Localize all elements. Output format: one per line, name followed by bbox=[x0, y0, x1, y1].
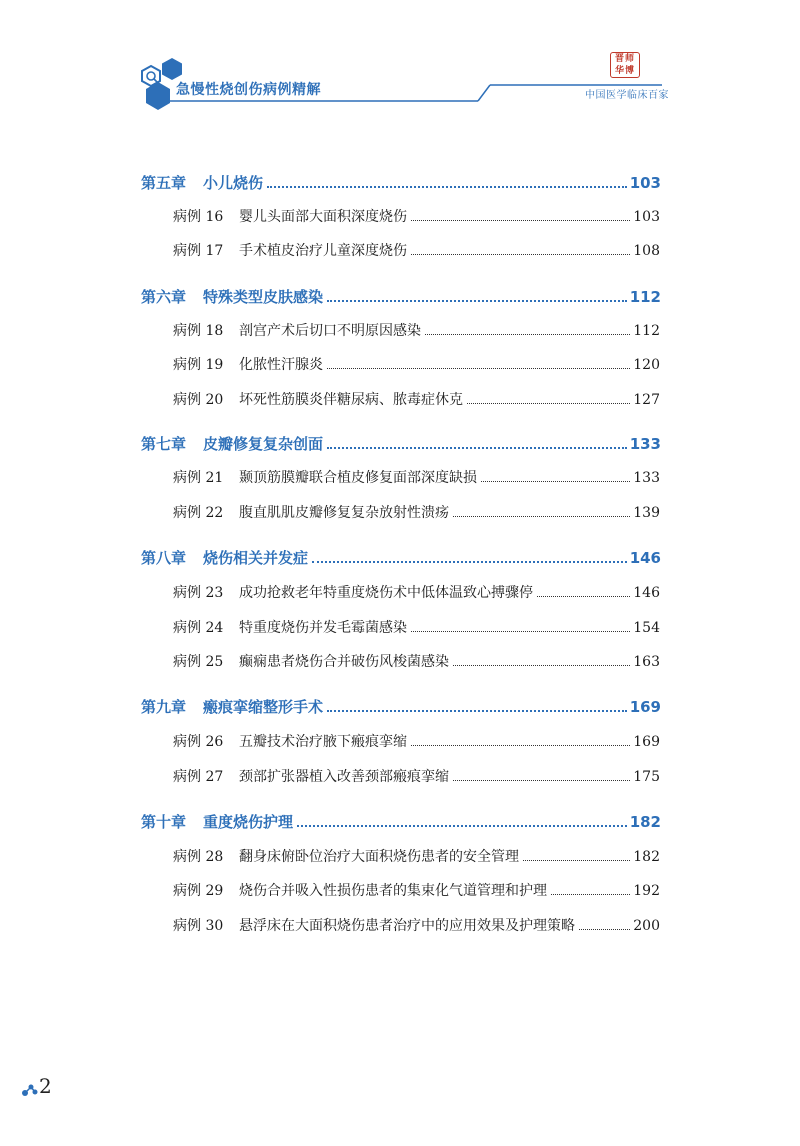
toc-entry-page: 112 bbox=[633, 323, 660, 339]
toc-entry-page: 169 bbox=[629, 698, 661, 716]
toc-dot-leader bbox=[481, 481, 630, 482]
toc-dot-leader bbox=[579, 929, 630, 930]
toc-dot-leader bbox=[551, 894, 630, 895]
toc-entry-page: 154 bbox=[633, 620, 660, 636]
toc-dot-leader bbox=[327, 368, 630, 369]
toc-case-row[interactable] bbox=[173, 206, 660, 226]
toc-entry-page: 133 bbox=[629, 435, 661, 453]
toc-entry-title: 烧伤相关并发症 bbox=[203, 549, 309, 567]
molecule-icon bbox=[21, 1082, 39, 1098]
toc-entry-page: 146 bbox=[629, 549, 661, 567]
toc-entry-title: 腹直肌肌皮瓣修复复杂放射性溃疡 bbox=[239, 505, 449, 521]
toc-entry-page: 175 bbox=[633, 769, 660, 785]
toc-case-row[interactable] bbox=[173, 354, 660, 374]
toc-entry-num: 病例 25 bbox=[173, 654, 224, 670]
toc-dot-leader bbox=[453, 516, 630, 517]
toc-entry-page: 108 bbox=[633, 243, 660, 259]
toc-case-row[interactable] bbox=[173, 467, 660, 487]
toc-dot-leader bbox=[425, 334, 630, 335]
toc-entry-title: 坏死性筋膜炎伴糖尿病、脓毒症休克 bbox=[239, 392, 463, 408]
toc-entry-page: 133 bbox=[633, 470, 660, 486]
toc-entry-num: 第六章 bbox=[141, 288, 187, 306]
toc-entry-title: 重度烧伤护理 bbox=[203, 813, 294, 831]
seal-stamp: 晋师 华博 bbox=[610, 52, 640, 78]
toc-entry-num: 第十章 bbox=[141, 813, 187, 831]
toc-case-row[interactable] bbox=[173, 766, 660, 786]
toc-entry-num: 病例 24 bbox=[173, 620, 224, 636]
toc-dot-leader bbox=[411, 220, 630, 221]
toc-dot-leader bbox=[297, 825, 627, 827]
toc-entry-num: 第五章 bbox=[141, 174, 187, 192]
toc-dot-leader bbox=[467, 403, 630, 404]
toc-entry-num: 病例 30 bbox=[173, 918, 224, 934]
toc-dot-leader bbox=[312, 561, 627, 563]
toc-entry-title: 五瓣技术治疗腋下瘢痕挛缩 bbox=[239, 734, 407, 750]
toc-entry-num: 第七章 bbox=[141, 435, 187, 453]
toc-entry-num: 病例 23 bbox=[173, 585, 224, 601]
series-name: 中国医学临床百家 bbox=[585, 90, 669, 101]
toc-entry-num: 病例 29 bbox=[173, 883, 224, 899]
toc-case-row[interactable] bbox=[173, 240, 660, 260]
toc-entry-page: 146 bbox=[633, 585, 660, 601]
toc-case-row[interactable] bbox=[173, 582, 660, 602]
toc-entry-num: 病例 18 bbox=[173, 323, 224, 339]
toc-entry-title: 特重度烧伤并发毛霉菌感染 bbox=[239, 620, 407, 636]
toc-entry-title: 悬浮床在大面积烧伤患者治疗中的应用效果及护理策略 bbox=[239, 918, 575, 934]
toc-entry-page: 192 bbox=[633, 883, 660, 899]
toc-case-row[interactable] bbox=[173, 320, 660, 340]
toc-entry-num: 病例 22 bbox=[173, 505, 224, 521]
toc-entry-num: 病例 21 bbox=[173, 470, 224, 486]
toc-entry-title: 小儿烧伤 bbox=[203, 174, 264, 192]
toc-entry-page: 112 bbox=[629, 288, 661, 306]
toc-dot-leader bbox=[411, 745, 630, 746]
toc-entry-title: 手术植皮治疗儿童深度烧伤 bbox=[239, 243, 407, 259]
toc-chapter-row[interactable] bbox=[141, 286, 661, 307]
toc-dot-leader bbox=[411, 254, 630, 255]
toc-case-row[interactable] bbox=[173, 389, 660, 409]
toc-dot-leader bbox=[327, 710, 627, 712]
toc-entry-page: 103 bbox=[633, 209, 660, 225]
toc-case-row[interactable] bbox=[173, 731, 660, 751]
book-title: 急慢性烧创伤病例精解 bbox=[176, 82, 321, 98]
toc-case-row[interactable] bbox=[173, 617, 660, 637]
toc-dot-leader bbox=[267, 186, 627, 188]
toc-entry-page: 163 bbox=[633, 654, 660, 670]
toc-dot-leader bbox=[453, 780, 630, 781]
toc-dot-leader bbox=[411, 631, 630, 632]
toc-entry-num: 病例 28 bbox=[173, 849, 224, 865]
toc-chapter-row[interactable] bbox=[141, 433, 661, 454]
toc-chapter-row[interactable] bbox=[141, 811, 661, 832]
page-number: 2 bbox=[39, 1074, 52, 1098]
toc-dot-leader bbox=[537, 596, 630, 597]
toc-entry-num: 第九章 bbox=[141, 698, 187, 716]
toc-entry-page: 139 bbox=[633, 505, 660, 521]
toc-case-row[interactable] bbox=[173, 880, 660, 900]
toc-entry-title: 癫痫患者烧伤合并破伤风梭菌感染 bbox=[239, 654, 449, 670]
toc-entry-title: 翻身床俯卧位治疗大面积烧伤患者的安全管理 bbox=[239, 849, 519, 865]
toc-entry-num: 病例 27 bbox=[173, 769, 224, 785]
toc-case-row[interactable] bbox=[173, 502, 660, 522]
toc-entry-num: 病例 26 bbox=[173, 734, 224, 750]
toc-chapter-row[interactable] bbox=[141, 547, 661, 568]
toc-entry-num: 病例 17 bbox=[173, 243, 224, 259]
toc-dot-leader bbox=[327, 300, 627, 302]
toc-case-row[interactable] bbox=[173, 846, 660, 866]
toc-entry-title: 烧伤合并吸入性损伤患者的集束化气道管理和护理 bbox=[239, 883, 547, 899]
toc-entry-page: 169 bbox=[633, 734, 660, 750]
toc-entry-title: 特殊类型皮肤感染 bbox=[203, 288, 324, 306]
toc-chapter-row[interactable] bbox=[141, 172, 661, 193]
toc-dot-leader bbox=[453, 665, 630, 666]
toc-case-row[interactable] bbox=[173, 915, 660, 935]
toc-entry-title: 成功抢救老年特重度烧伤术中低体温致心搏骤停 bbox=[239, 585, 533, 601]
toc-entry-num: 病例 16 bbox=[173, 209, 224, 225]
toc-entry-title: 颞顶筋膜瓣联合植皮修复面部深度缺损 bbox=[239, 470, 477, 486]
toc-entry-page: 127 bbox=[633, 392, 660, 408]
toc-chapter-row[interactable] bbox=[141, 696, 661, 717]
toc-entry-title: 婴儿头面部大面积深度烧伤 bbox=[239, 209, 407, 225]
toc-entry-title: 皮瓣修复复杂创面 bbox=[203, 435, 324, 453]
toc-entry-title: 化脓性汗腺炎 bbox=[239, 357, 323, 373]
toc-entry-page: 182 bbox=[633, 849, 660, 865]
toc-case-row[interactable] bbox=[173, 651, 660, 671]
toc-entry-title: 瘢痕挛缩整形手术 bbox=[203, 698, 324, 716]
toc-dot-leader bbox=[523, 860, 630, 861]
toc-entry-page: 200 bbox=[633, 918, 660, 934]
toc-entry-num: 病例 20 bbox=[173, 392, 224, 408]
toc-entry-page: 182 bbox=[629, 813, 661, 831]
toc-dot-leader bbox=[327, 447, 627, 449]
toc-entry-title: 颈部扩张器植入改善颈部瘢痕挛缩 bbox=[239, 769, 449, 785]
toc-entry-num: 第八章 bbox=[141, 549, 187, 567]
toc-entry-page: 120 bbox=[633, 357, 660, 373]
toc-entry-title: 剖宫产术后切口不明原因感染 bbox=[239, 323, 421, 339]
toc-entry-num: 病例 19 bbox=[173, 357, 224, 373]
toc-entry-page: 103 bbox=[629, 174, 661, 192]
